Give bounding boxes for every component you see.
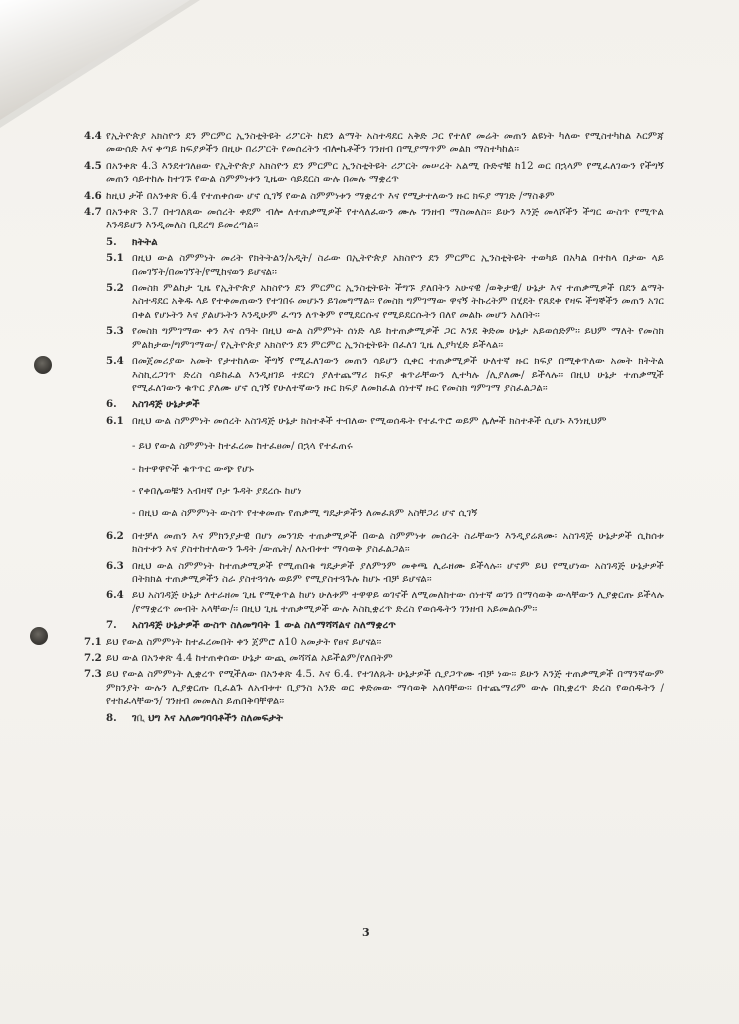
punch-hole-bottom bbox=[30, 627, 48, 645]
clause-item bbox=[84, 130, 664, 157]
clause-number: 5.4 bbox=[106, 355, 124, 368]
clause-number: 7.1 bbox=[84, 635, 102, 648]
clause-text: ይህ አስገዳጅ ሁኔታ ለተራዘመ ጊዜ የሚቀጥል ከሆነ ሁለቱም ተዋዋይ ወገኖች ለሚመለከተው ሰነተኛ ወገን በማሳወቅ ውላቸውን ሊያቋርጡ ይችላሉ /የማቋረጥ መብት አላቸው/፡፡ በዚህ ጊዜ ተጠቃሚዎች ውሉ እስኪቋረጥ ድረስ የወሰዱትን ገንዘብ አይመልሱም፡፡ bbox=[132, 590, 664, 615]
clause-text: የኢትዮጵያ አክስዮን ደን ምርምር ኢንስቲትዩት ሪፖርት ከደን ልማት አስተዳደር አቅድ ጋር የተለየ መሬት መጠን ልዩነት ካለው የሚስተካከል እርምጃ መውሰድ እና ቀጣይ ክፍያዎችን በዚሁ በሪፖርት የመሰረትን ብሎኬቶችን ገንዘብ በሚያማጥም መልክ ማስተካከል፡፡ bbox=[106, 131, 664, 156]
clause-number: 6.3 bbox=[106, 559, 124, 572]
clause-item bbox=[84, 282, 664, 322]
clause-item bbox=[84, 712, 664, 725]
bullet-item: - ይህ የውል ስምምነት ከተፈረመ ከተፈፀመ/ በኋላ የተፈጠሩ bbox=[132, 441, 353, 453]
clause-text: ይህ የውል ስምምነት ከተፈረመበት ቀን ጀምሮ ለ10 አመታት የፀና ይሆናል፡፡ bbox=[106, 636, 382, 648]
clause-text: የመስክ ግምገማው ቀን እና ሰዓት በዚህ ውል ስምምነት ሰነድ ላይ ከተጠቃሚዎች ጋር እንደ ቅድመ ሁኔታ አይወሰድም፡፡ ይህም ማለት የመስክ ምልከታው/ግምገማው/ የኢትዮጵያ አክስዮን ደን ምርምር ኢንስቲትዩት በፈለገ ጊዜ ሊያካሂድ ይችላል፡፡ bbox=[132, 326, 664, 351]
clause-item bbox=[84, 668, 664, 708]
clause-text: በአንቀጽ 3.7 በተገለጸው መሰረት ቀደም ብሎ ለተጠቃሚዎች የተላለፈውን ሙሉ ገንዘብ ማስመለስ፡፡ ይሁን እንጅ መላሾችን ችግር ውስጥ የሚጥል እንዳይሆን እንዲመለስ ቢደረግ ይመረጣል፡፡ bbox=[106, 207, 664, 232]
document-body bbox=[84, 130, 664, 728]
clause-text: ክትትል bbox=[132, 235, 158, 248]
clause-number: 5. bbox=[106, 235, 117, 248]
bullet-item: - የቀበሌወቹን አብዛኛ ቦታ ጉዳት ያደረሱ ከሆነ bbox=[132, 485, 302, 497]
clause-item bbox=[84, 619, 664, 632]
clause-number: 4.6 bbox=[84, 189, 102, 202]
clause-item bbox=[84, 415, 664, 428]
clause-list-1 bbox=[84, 130, 664, 431]
clause-number: 7.3 bbox=[84, 668, 102, 681]
clause-item bbox=[84, 252, 664, 279]
clause-text: በተቻለ መጠን እና ምክንያታዊ በሆነ መንገድ ተጠቃሚዎች በውል ስምምነቱ መሰረት ስራቸውን እንዲያሬጸሙ፡ አስገዳጅ ሁኔታዎች ሲከሰቱ ክስተቱን እና ያስተከተለውን ጉዳት /ውጤት/ ለአብቱተ ማሳወቅ ያስፈልጋል፡፡ bbox=[132, 530, 664, 556]
clause-text: ከዚህ ታች በአንቀጽ 6.4 የተጠቀሰው ሆኖ ሲገኝ የውል ስምምነቱን ማቋረጥ እና የሚታተለውን ዙር ክፍያ ማገድ /ማስቆም bbox=[106, 190, 555, 202]
clause-item bbox=[84, 355, 664, 395]
page-number: 3 bbox=[362, 926, 370, 939]
clause-number: 6.4 bbox=[106, 589, 124, 602]
clause-item bbox=[84, 636, 664, 649]
bullet-list bbox=[84, 440, 664, 521]
clause-text: በዚህ ውል ስምምነት ከተጠቃሚዎች የሚጠበቁ ግዴታዎች ያለምንም መቀጫ ሊራዘሙ ይችላሉ፡፡ ሆኖም ይህ የሚሆነው አስገዳጅ ሁኔታዎች በትክክል ተጠቃሚዎችን ስራ ያስተጓጎሉ ወይም የሚያስተጓጉሉ ከሆኑ ብቻ ይሆናል፡፡ bbox=[132, 560, 664, 585]
clause-item bbox=[84, 160, 664, 187]
clause-number: 5.3 bbox=[106, 325, 124, 338]
clause-number: 5.2 bbox=[106, 282, 124, 295]
clause-text: ይህ ውል በአንቀጽ 4.4 ከተጠቀሰው ሁኔታ ውጪ መሻሻል አይችልም/የለበትም bbox=[106, 653, 393, 664]
clause-number: 7.2 bbox=[84, 652, 102, 664]
bullet-item: - በዚህ ውል ስምምነት ውስጥ የተቀመጡ የጠቃሚ ግዴታዎችን ለመፈጸም አስቸጋሪ ሆኖ ሲገኝ bbox=[132, 508, 478, 520]
clause-item bbox=[84, 206, 664, 233]
clause-number: 7. bbox=[106, 619, 117, 632]
clause-text: በዚህ ውል ስምምነት መሪት የክትትልን/አዲት/ ስራው በኢትዮጵያ አክስዮን ደን ምርምር ኢንስቲትዩት ተወካይ በአካል በተከላ በታው ላይ በመገኘት/በመገኘት/የሚከናወን ይሆናል፡፡ bbox=[132, 253, 664, 278]
clause-item bbox=[84, 325, 664, 352]
clause-number: 4.5 bbox=[84, 159, 102, 172]
clause-text: ገቢ ህግ እና አለመግባባቶችን ስለመፍታት bbox=[132, 711, 283, 724]
bullet-item: - ከተዋዋዮች ቁጥጥር ውጭ የሆኑ bbox=[132, 463, 254, 475]
clause-list-2 bbox=[84, 530, 664, 728]
clause-number: 6.1 bbox=[106, 414, 124, 427]
clause-number: 6.2 bbox=[106, 529, 124, 542]
clause-text: በመስክ ምልከታ ጊዜ የኢትዮጵያ አክስዮን ደን ምርምር ኢንስቲትዩት ችግኙ ያለበትን አሁናዊ /ወቅታዊ/ ሁኔታ እና ተጠቃሚዎች በደን ልማት አስተዳደር አቅዱ ላይ የተቀመጠውን የተገበሩ መሆኑን ይገመግማል፡፡ የመስክ ግምገማው ዋናኝ ትኩረትም በሂደት የጸደቀ የዛፍ ችግኞችን መጠን አገር በቀል የሆኑትን እና ያልሆኑትን እንዲሁም ፈጣን ለጥቅም የሚደርሱና የሚይደርሱትን በለየ መልኩ መሆን አለበት፡፡ bbox=[132, 283, 664, 321]
clause-text: አስገዳጅ ሁኔታዎች bbox=[132, 398, 200, 411]
clause-text: አስገዳጅ ሁኔታዎች ውስጥ ስለመግባት 1 ውል ስለማሻሻልና ስለማቋረጥ bbox=[132, 619, 396, 632]
clause-number: 4.7 bbox=[84, 206, 102, 219]
clause-text: በአንቀጽ 4.3 እንደተገለፀው የኢትዮጵያ አክስዮን ደን ምርምር ኢንስቲትዩት ሪፖርት መሠረት አልሚ ቡድኖቹ ከ12 ወር በኋላም የሚፈለገውን የችግኝ መጠን ሳይተከሉ ከተገኙ የውል ስምምነቱን ጊዜው ሳይደርስ ውሉ በመሉ ማቋረጥ bbox=[106, 160, 664, 186]
clause-item bbox=[84, 589, 664, 616]
clause-item bbox=[84, 398, 664, 411]
clause-item bbox=[84, 530, 664, 557]
clause-number: 8. bbox=[106, 711, 117, 724]
clause-text: ይህ የውል ስምምነት ሊቋረጥ የሚችለው በአንቀጽ 4.5. እና 6.4. የተገለጹት ሁኔታዎች ሲያጋጥሙ ብቻ ነው፡፡ ይሁን እንጅ ተጠቃሚዎች በማንኛውም ምክንያት ውሉን ሊያቋርጡ ቢፈልጉ ለአብቱተ ቢያንስ አንድ ወር ቀድመው ማሳወቅ አለባቸው፡፡ በተጨማሪም ውሉ በኪቋረጥ ድረስ የወሰዱትን /የተከፈላቸውን/ ገንዘብ መመለስ ይጠበቅባቸዋል፡፡ bbox=[106, 669, 664, 708]
clause-item bbox=[84, 236, 664, 249]
clause-item bbox=[84, 560, 664, 587]
clause-number: 6. bbox=[106, 398, 117, 411]
clause-number: 4.4 bbox=[84, 130, 102, 142]
folded-corner bbox=[0, 0, 190, 120]
clause-number: 5.1 bbox=[106, 252, 124, 265]
clause-text: በመጀመሪያው አመት የታተከለው ችግኝ የሚፈለገውን መጠን ሳይሆን ሲቀር ተጠቃሚዎች ሁለተኛ ዙር ክፍያ በሚቀጥለው አመት ክትትል እስኪረጋገጥ ድረስ ሳይከፈል እንዲዘገይ ተደርጎ ያለተጨማሪ ክፍያ ቁጥራቸውን ሊተካሉ /ሊያለሙ/ ይችላሉ፡፡ በዚህ ሁኔታ ተጠቃሚች የሚፈለገውን ቁጥር ያለሙ ሆኖ ሲገኝ የሁለተኛውን ዙር ክፍያ ለመክፈል ሰነተኛ ዙር የመስክ ግምገማ ያስፈልጋል፡፡ bbox=[132, 356, 664, 394]
clause-item bbox=[84, 190, 664, 203]
clause-text: በዚህ ውል ስምምነት መሰረት አስገዳጅ ሁኔታ ክስተቶች ተብለው የሚወሰዱት የተፈጥሮ ወይም ሌሎች ክስተቶች ሲሆኑ እንነዚህም bbox=[132, 415, 607, 427]
clause-item bbox=[84, 652, 664, 665]
punch-hole-top bbox=[34, 356, 52, 374]
